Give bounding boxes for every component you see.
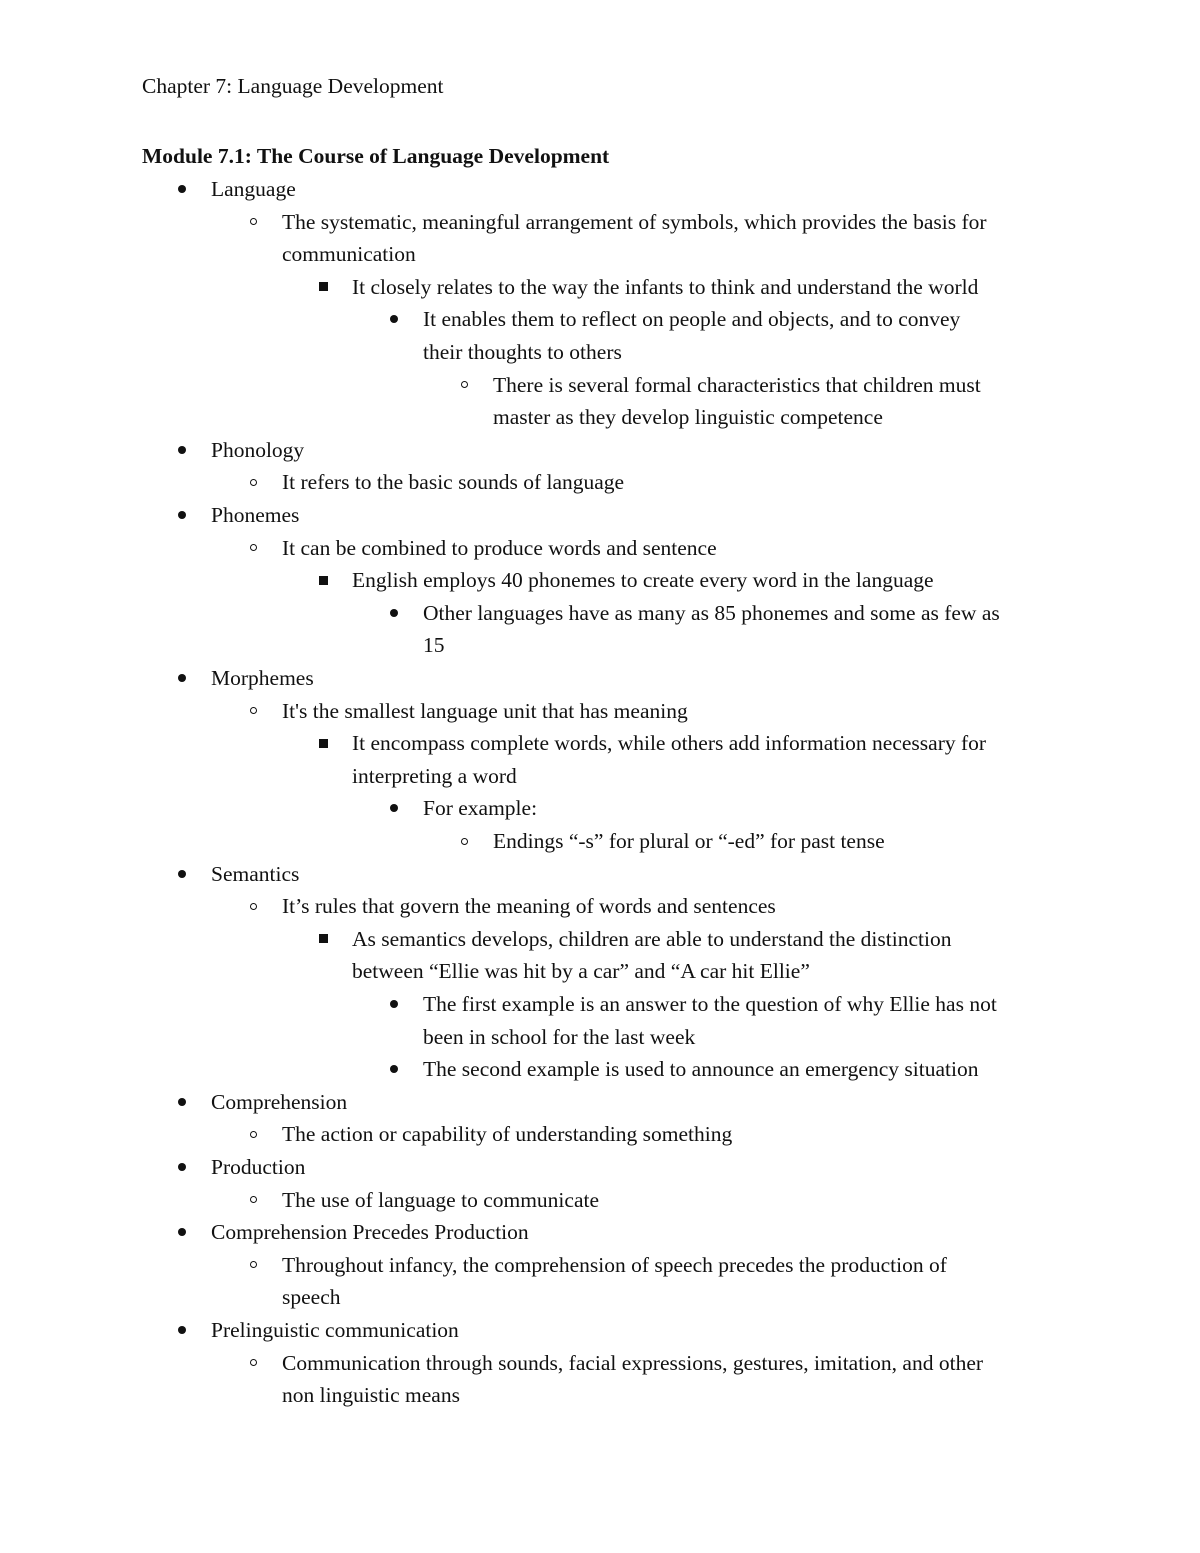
bullet-square-icon bbox=[319, 934, 328, 943]
bullet-circle-icon bbox=[250, 1131, 257, 1138]
list-item-text-continued: communication bbox=[282, 242, 416, 267]
bullet-circle-icon bbox=[250, 479, 257, 486]
bullet-disc-icon bbox=[178, 674, 186, 682]
list-item-text: Semantics bbox=[211, 861, 300, 886]
list-item-text: The action or capability of understanding something bbox=[282, 1122, 733, 1147]
list-item-text: The first example is an answer to the question of why Ellie has not bbox=[423, 992, 997, 1016]
list-item-text-continued: 15 bbox=[423, 633, 445, 658]
bullet-circle-icon bbox=[250, 707, 257, 714]
list-item-text: Comprehension bbox=[211, 1089, 348, 1114]
list-item-text: It enables them to reflect on people and objects, and to convey bbox=[423, 307, 961, 332]
module-title: Module 7.1: The Course of Language Development bbox=[142, 144, 610, 168]
bullet-circle-icon bbox=[250, 1359, 257, 1366]
list-item-text: Language bbox=[211, 177, 296, 201]
list-item-text: Phonemes bbox=[211, 503, 300, 527]
bullet-disc-icon bbox=[178, 1098, 186, 1106]
bullet-disc-icon bbox=[178, 1228, 186, 1236]
bullet-circle-icon bbox=[461, 838, 468, 845]
list-item-text: Phonology bbox=[211, 437, 305, 462]
chapter-title: Chapter 7: Language Development bbox=[142, 74, 444, 98]
bullet-circle-icon bbox=[461, 381, 468, 388]
bullet-circle-icon bbox=[250, 1196, 257, 1203]
list-item-text-continued: speech bbox=[282, 1285, 341, 1310]
bullet-square-icon bbox=[319, 282, 328, 291]
list-item-text: Throughout infancy, the comprehension of speech precedes the production of bbox=[282, 1252, 947, 1277]
list-item-text: It closely relates to the way the infants to think and understand the world bbox=[352, 274, 979, 299]
list-item-text: It's the smallest language unit that has meaning bbox=[282, 698, 688, 723]
list-item-text-continued: been in school for the last week bbox=[423, 1024, 696, 1049]
list-item-text-continued: between “Ellie was hit by a car” and “A car hit Ellie” bbox=[352, 959, 810, 984]
list-item-text: Endings “-s” for plural or “-ed” for past tense bbox=[493, 829, 885, 853]
bullet-disc-icon bbox=[178, 511, 186, 519]
list-item-text-continued: non linguistic means bbox=[282, 1383, 460, 1408]
list-item-text: It can be combined to produce words and sentence bbox=[282, 535, 717, 560]
bullet-disc-icon bbox=[390, 1000, 398, 1008]
bullet-circle-icon bbox=[250, 903, 257, 910]
bullet-square-icon bbox=[319, 576, 328, 585]
list-item-text: There is several formal characteristics that children must bbox=[493, 372, 981, 397]
list-item-text: Comprehension Precedes Production bbox=[211, 1220, 529, 1245]
list-item-text: Communication through sounds, facial expressions, gestures, imitation, and other bbox=[282, 1350, 984, 1375]
list-item-text: For example: bbox=[423, 796, 538, 821]
list-item-text: Production bbox=[211, 1155, 306, 1179]
bullet-circle-icon bbox=[250, 544, 257, 551]
list-item-text-continued: master as they develop linguistic competence bbox=[493, 405, 883, 430]
bullet-disc-icon bbox=[178, 446, 186, 454]
list-item-text-continued: interpreting a word bbox=[352, 763, 517, 788]
bullet-disc-icon bbox=[178, 1163, 186, 1171]
list-item-text: Prelinguistic communication bbox=[211, 1318, 459, 1342]
bullet-disc-icon bbox=[390, 804, 398, 812]
list-item-text: As semantics develops, children are able to understand the distinction bbox=[352, 926, 952, 951]
list-item-text: The second example is used to announce an emergency situation bbox=[423, 1057, 979, 1082]
list-item-text: It’s rules that govern the meaning of words and sentences bbox=[282, 894, 776, 919]
list-item-text: Other languages have as many as 85 phonemes and some as few as bbox=[423, 600, 1000, 625]
list-item-text: Morphemes bbox=[211, 666, 314, 690]
list-item-text: The systematic, meaningful arrangement of symbols, which provides the basis for bbox=[282, 209, 987, 234]
bullet-disc-icon bbox=[390, 1065, 398, 1073]
list-item-text: The use of language to communicate bbox=[282, 1187, 600, 1212]
list-item-text: English employs 40 phonemes to create every word in the language bbox=[352, 568, 934, 593]
bullet-disc-icon bbox=[390, 609, 398, 617]
bullet-disc-icon bbox=[178, 185, 186, 193]
bullet-circle-icon bbox=[250, 218, 257, 225]
list-item-text: It encompass complete words, while others add information necessary for bbox=[352, 731, 987, 756]
list-item-text: It refers to the basic sounds of language bbox=[282, 470, 625, 495]
list-item-text-continued: their thoughts to others bbox=[423, 340, 622, 364]
bullet-disc-icon bbox=[178, 870, 186, 878]
bullet-disc-icon bbox=[390, 315, 398, 323]
bullet-disc-icon bbox=[178, 1326, 186, 1334]
bullet-circle-icon bbox=[250, 1261, 257, 1268]
bullet-square-icon bbox=[319, 739, 328, 748]
